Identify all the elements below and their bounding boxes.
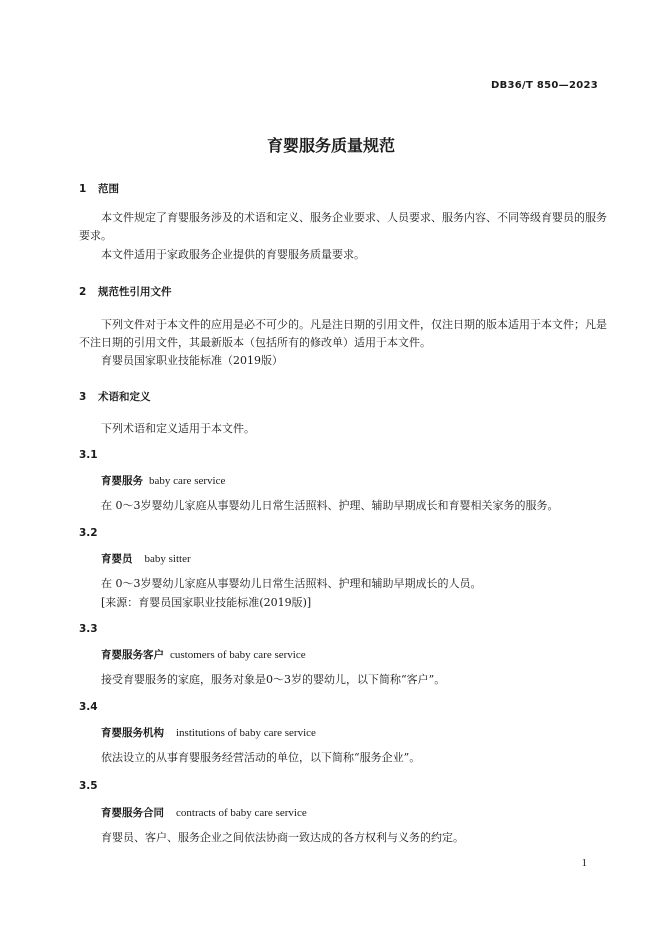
subsection-number: 3.4 <box>79 701 98 713</box>
section-heading <box>79 389 151 404</box>
section-title: 范围 <box>98 183 119 195</box>
term-zh: 育婴服务 <box>101 475 143 487</box>
term-en: institutions of baby care service <box>176 727 316 739</box>
section-title: 规范性引用文件 <box>98 286 172 298</box>
term-source: [来源：育婴员国家职业技能标准(2019版)] <box>101 596 312 609</box>
term-zh: 育婴员 <box>101 553 133 565</box>
term-zh: 育婴服务机构 <box>101 727 164 739</box>
document-code: DB36/T 850—2023 <box>491 80 598 91</box>
term-en: baby sitter <box>144 553 191 565</box>
section-number: 1 <box>79 183 87 195</box>
term-heading <box>101 724 316 742</box>
term-heading <box>101 472 225 490</box>
term-en: baby care service <box>149 475 226 487</box>
paragraph: 下列术语和定义适用于本文件。 <box>101 422 255 435</box>
subsection-number: 3.3 <box>79 623 98 635</box>
page-number: 1 <box>581 857 587 869</box>
page-title: 育婴服务质量规范 <box>266 136 395 155</box>
section-number: 3 <box>79 391 87 403</box>
term-zh: 育婴服务合同 <box>101 807 164 819</box>
paragraph: 育婴员国家职业技能标准（2019版） <box>101 354 283 367</box>
paragraph: 本文件规定了育婴服务涉及的术语和定义、服务企业要求、人员要求、服务内容、不同等级育婴员的服务要求。 <box>79 211 607 242</box>
subsection-number: 3.1 <box>79 449 98 461</box>
term-definition: 接受育婴服务的家庭，服务对象是0～3岁的婴幼儿，以下简称“客户”。 <box>101 673 446 686</box>
term-heading <box>101 804 307 822</box>
paragraph: 本文件适用于家政服务企业提供的育婴服务质量要求。 <box>101 248 365 261</box>
section-heading <box>79 284 172 299</box>
term-heading <box>101 550 191 568</box>
term-definition: 在 0～3岁婴幼儿家庭从事婴幼儿日常生活照料、护理、辅助早期成长和育婴相关家务的服务。 <box>101 499 559 512</box>
section-number: 2 <box>79 286 87 298</box>
term-en: contracts of baby care service <box>176 807 307 819</box>
term-en: customers of baby care service <box>170 649 306 661</box>
term-definition: 在 0～3岁婴幼儿家庭从事婴幼儿日常生活照料、护理和辅助早期成长的人员。 <box>101 577 482 590</box>
section-title: 术语和定义 <box>98 391 151 403</box>
term-zh: 育婴服务客户 <box>101 649 164 661</box>
term-definition: 依法设立的从事育婴服务经营活动的单位，以下简称“服务企业”。 <box>101 751 421 764</box>
paragraph: 下列文件对于本文件的应用是必不可少的。凡是注日期的引用文件，仅注日期的版本适用于本文件；凡是不注日期的引用文件，其最新版本（包括所有的修改单）适用于本文件。 <box>79 318 607 349</box>
subsection-number: 3.5 <box>79 780 98 792</box>
term-definition: 育婴员、客户、服务企业之间依法协商一致达成的各方权利与义务的约定。 <box>101 831 464 844</box>
term-heading <box>101 646 306 664</box>
subsection-number: 3.2 <box>79 527 98 539</box>
section-heading <box>79 181 119 196</box>
